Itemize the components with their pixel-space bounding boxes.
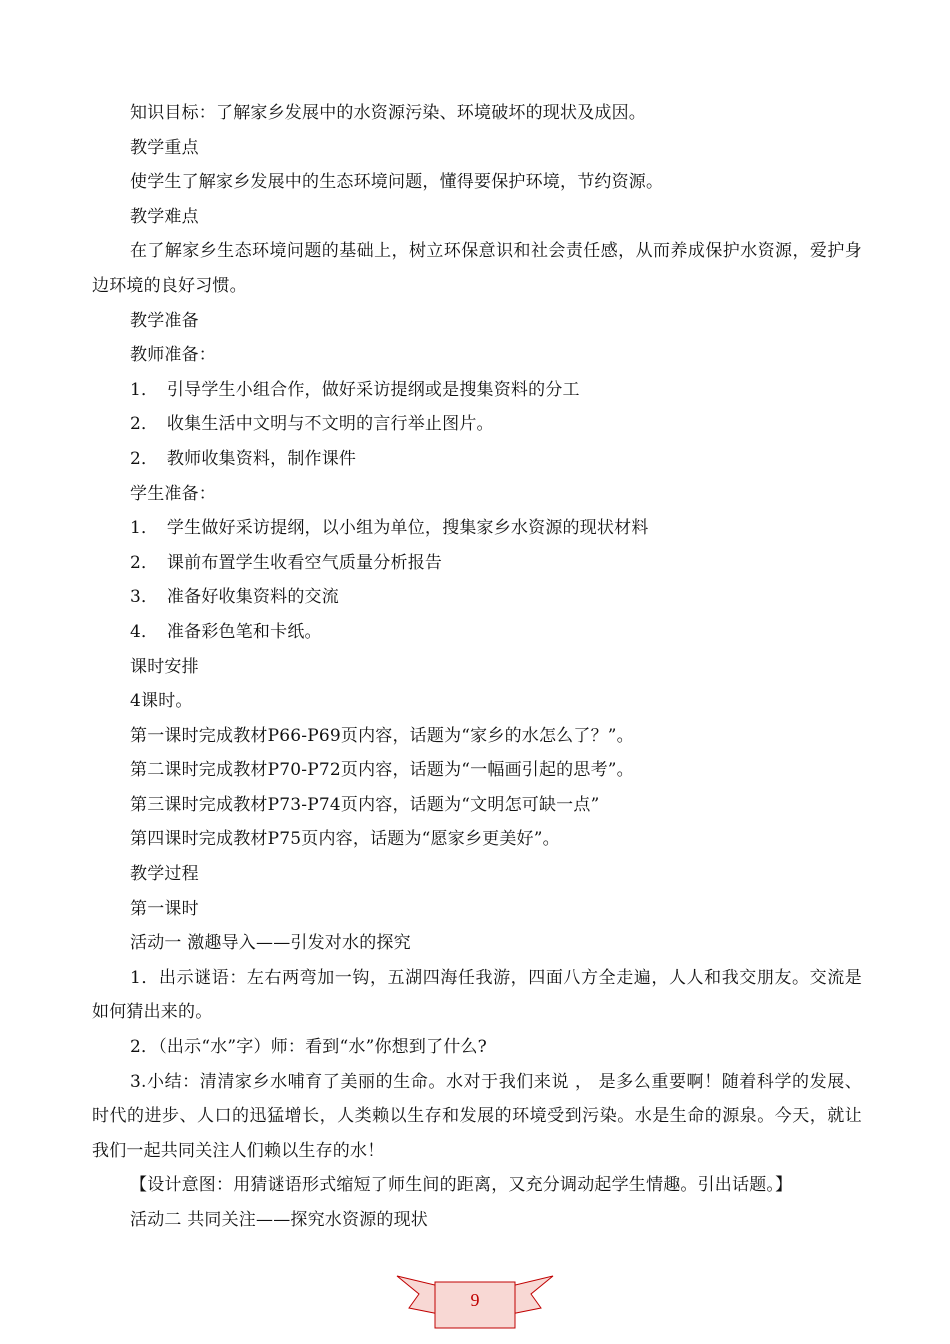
paragraph-riddle: 1．出示谜语：左右两弯加一钩，五湖四海任我游，四面八方全走遍，人人和我交朋友。交流是如何猜出来的。 [92, 967, 862, 1023]
subheading-student-preparation: 学生准备： [130, 483, 216, 504]
paragraph-lesson-2: 第二课时完成教材P70-P72页内容，话题为“一幅画引起的思考”。 [130, 760, 634, 781]
page-number: 9 [470, 1290, 480, 1310]
paragraph-teaching-focus: 使学生了解家乡发展中的生态环境问题，懂得要保护环境，节约资源。 [130, 172, 664, 193]
list-item-student-1: 1． 学生做好采访提纲，以小组为单位，搜集家乡水资源的现状材料 [130, 518, 649, 539]
paragraph-lesson-count: 4课时。 [130, 691, 193, 712]
paragraph-lesson-1: 第一课时完成教材P66-P69页内容，话题为“家乡的水怎么了？”。 [130, 725, 634, 746]
heading-activity-one: 活动一 激趣导入——引发对水的探究 [130, 933, 411, 954]
heading-teaching-difficulty: 教学难点 [130, 206, 199, 227]
paragraph-design-intent: 【设计意图：用猜谜语形式缩短了师生间的距离，又充分调动起学生情趣。引出话题。】 [130, 1175, 793, 1196]
heading-activity-two: 活动二 共同关注——探究水资源的现状 [130, 1210, 429, 1230]
heading-teaching-process: 教学过程 [130, 864, 199, 885]
heading-class-schedule: 课时安排 [130, 656, 199, 677]
heading-teaching-preparation: 教学准备 [130, 310, 199, 331]
list-item-teacher-3: 2． 教师收集资料，制作课件 [130, 448, 357, 469]
list-item-student-4: 4． 准备彩色笔和卡纸。 [130, 621, 322, 642]
list-item-teacher-2: 2． 收集生活中文明与不文明的言行举止图片。 [130, 414, 494, 435]
list-item-student-2: 2． 课前布置学生收看空气质量分析报告 [130, 552, 443, 573]
document-body [92, 96, 862, 1238]
list-item-teacher-1: 1． 引导学生小组合作，做好采访提纲或是搜集资料的分工 [130, 379, 580, 400]
paragraph-lesson-3: 第三课时完成教材P73-P74页内容，话题为“文明怎可缺一点” [130, 794, 600, 815]
heading-first-lesson: 第一课时 [130, 898, 199, 919]
subheading-teacher-preparation: 教师准备： [130, 345, 216, 366]
paragraph-knowledge-goal: 知识目标：了解家乡发展中的水资源污染、环境破坏的现状及成因。 [130, 103, 646, 123]
paragraph-water-character: 2．（出示“水”字）师：看到“水”你想到了什么? [130, 1037, 487, 1058]
paragraph-teaching-difficulty: 在了解家乡生态环境问题的基础上，树立环保意识和社会责任感，从而养成保护水资源，爱护身边环境的良好习惯。 [92, 241, 862, 296]
heading-teaching-focus: 教学重点 [130, 137, 199, 158]
paragraph-summary: 3.小结：清清家乡水哺育了美丽的生命。水对于我们来说 ， 是多么重要啊！随着科学的发展、时代的进步、人口的迅猛增长，人类赖以生存和发展的环境受到污染。水是生命的源泉。今天，就让我们一起共同关注人们赖以生存的水！ [92, 1071, 862, 1161]
list-item-student-3: 3． 准备好收集资料的交流 [130, 587, 339, 608]
paragraph-lesson-4: 第四课时完成教材P75页内容，话题为“愿家乡更美好”。 [130, 829, 560, 850]
page-number-ribbon [395, 1270, 555, 1332]
